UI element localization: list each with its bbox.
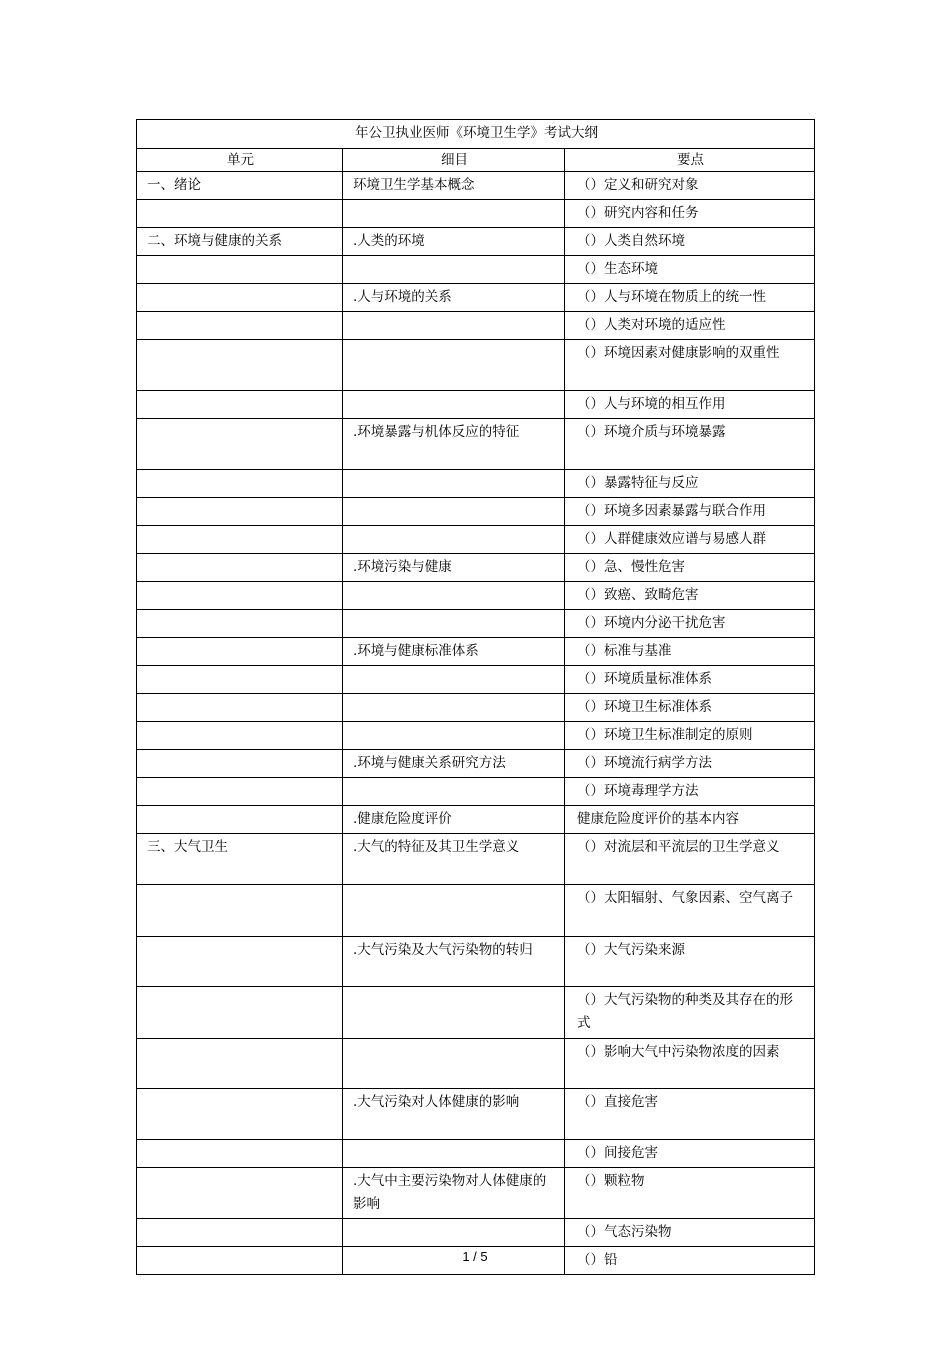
unit-cell [137, 1140, 343, 1168]
point-cell: 健康危险度评价的基本内容 [565, 806, 815, 834]
table-row [137, 1140, 815, 1168]
point-cell: （）环境质量标准体系 [565, 666, 815, 694]
unit-cell [137, 1039, 343, 1089]
item-cell [343, 1219, 565, 1247]
item-cell [343, 391, 565, 419]
table-row [137, 554, 815, 582]
point-cell: （）环境多因素暴露与联合作用 [565, 498, 815, 526]
table-row [137, 419, 815, 470]
item-cell: .人与环境的关系 [343, 284, 565, 312]
unit-cell [137, 885, 343, 937]
table-row [137, 694, 815, 722]
table-row [137, 470, 815, 498]
unit-cell [137, 419, 343, 470]
point-cell: （）人群健康效应谱与易感人群 [565, 526, 815, 554]
point-cell: （）定义和研究对象 [565, 172, 815, 200]
point-cell: （）致癌、致畸危害 [565, 582, 815, 610]
table-row [137, 526, 815, 554]
unit-cell [137, 778, 343, 806]
point-cell: （）环境卫生标准体系 [565, 694, 815, 722]
unit-cell: 三、大气卫生 [137, 834, 343, 885]
table-row [137, 340, 815, 391]
item-cell: .大气污染及大气污染物的转归 [343, 937, 565, 987]
point-cell: （）暴露特征与反应 [565, 470, 815, 498]
table-title-row [137, 120, 815, 149]
table-row [137, 1089, 815, 1140]
unit-cell [137, 987, 343, 1039]
unit-cell [137, 340, 343, 391]
point-cell: （）大气污染物的种类及其存在的形式 [565, 987, 815, 1039]
unit-cell [137, 498, 343, 526]
unit-cell [137, 256, 343, 284]
point-cell: （）标准与基准 [565, 638, 815, 666]
item-cell [343, 200, 565, 228]
point-cell: （）直接危害 [565, 1089, 815, 1140]
point-cell: （）大气污染来源 [565, 937, 815, 987]
point-cell: （）环境卫生标准制定的原则 [565, 722, 815, 750]
item-cell: .环境暴露与机体反应的特征 [343, 419, 565, 470]
item-cell [343, 312, 565, 340]
point-cell: （）太阳辐射、气象因素、空气离子 [565, 885, 815, 937]
item-cell [343, 778, 565, 806]
table-row [137, 256, 815, 284]
unit-cell [137, 582, 343, 610]
table-row [137, 778, 815, 806]
point-cell: （）研究内容和任务 [565, 200, 815, 228]
item-cell [343, 987, 565, 1039]
unit-cell [137, 1089, 343, 1140]
point-cell: （）环境内分泌干扰危害 [565, 610, 815, 638]
item-cell [343, 582, 565, 610]
point-cell: （）环境毒理学方法 [565, 778, 815, 806]
point-cell: （）铅 [565, 1247, 815, 1275]
unit-cell [137, 200, 343, 228]
point-cell: （）急、慢性危害 [565, 554, 815, 582]
item-cell: .环境与健康标准体系 [343, 638, 565, 666]
point-cell: （）环境介质与环境暴露 [565, 419, 815, 470]
table-row [137, 391, 815, 419]
unit-cell [137, 526, 343, 554]
item-cell: .环境污染与健康 [343, 554, 565, 582]
page-number: 1 / 5 [462, 1249, 488, 1264]
table-row [137, 228, 815, 256]
point-cell: （）人类对环境的适应性 [565, 312, 815, 340]
table-row [137, 722, 815, 750]
table-row [137, 1039, 815, 1089]
table-row [137, 1219, 815, 1247]
unit-cell [137, 666, 343, 694]
unit-cell [137, 638, 343, 666]
unit-cell [137, 391, 343, 419]
item-cell [343, 694, 565, 722]
table-row [137, 885, 815, 937]
item-cell: .大气的特征及其卫生学意义 [343, 834, 565, 885]
table-row [137, 172, 815, 200]
table-row [137, 750, 815, 778]
item-cell: .环境与健康关系研究方法 [343, 750, 565, 778]
unit-cell [137, 470, 343, 498]
unit-cell [137, 1219, 343, 1247]
item-cell: .人类的环境 [343, 228, 565, 256]
item-cell [343, 1039, 565, 1089]
unit-cell: 一、绪论 [137, 172, 343, 200]
column-header-point: 要点 [565, 149, 815, 172]
point-cell: （）人与环境的相互作用 [565, 391, 815, 419]
point-cell: （）间接危害 [565, 1140, 815, 1168]
unit-cell [137, 937, 343, 987]
point-cell: （）生态环境 [565, 256, 815, 284]
item-cell [343, 526, 565, 554]
table-row [137, 987, 815, 1039]
point-cell: （）颗粒物 [565, 1168, 815, 1219]
table-row [137, 666, 815, 694]
item-cell [343, 610, 565, 638]
item-cell [343, 885, 565, 937]
item-cell [343, 340, 565, 391]
item-cell [343, 498, 565, 526]
unit-cell [137, 554, 343, 582]
table-row [137, 610, 815, 638]
item-cell [343, 470, 565, 498]
point-cell: （）影响大气中污染物浓度的因素 [565, 1039, 815, 1089]
table-title: 年公卫执业医师《环境卫生学》考试大纲 [137, 120, 815, 149]
point-cell: （）气态污染物 [565, 1219, 815, 1247]
unit-cell: 二、环境与健康的关系 [137, 228, 343, 256]
table-row [137, 200, 815, 228]
item-cell [343, 1140, 565, 1168]
table-row [137, 582, 815, 610]
unit-cell [137, 722, 343, 750]
table-row [137, 312, 815, 340]
table-row [137, 284, 815, 312]
unit-cell [137, 610, 343, 638]
table-row [137, 1168, 815, 1219]
unit-cell [137, 806, 343, 834]
item-cell [343, 256, 565, 284]
point-cell: （）人与环境在物质上的统一性 [565, 284, 815, 312]
unit-cell [137, 694, 343, 722]
item-cell [343, 666, 565, 694]
unit-cell [137, 312, 343, 340]
table-row [137, 498, 815, 526]
item-cell [343, 722, 565, 750]
unit-cell [137, 1168, 343, 1219]
table-row [137, 937, 815, 987]
table-row [137, 834, 815, 885]
point-cell: （）对流层和平流层的卫生学意义 [565, 834, 815, 885]
unit-cell [137, 750, 343, 778]
item-cell: .大气污染对人体健康的影响 [343, 1089, 565, 1140]
unit-cell [137, 284, 343, 312]
point-cell: （）环境流行病学方法 [565, 750, 815, 778]
item-cell: .大气中主要污染物对人体健康的影响 [343, 1168, 565, 1219]
table-header-row [137, 149, 815, 172]
item-cell: 环境卫生学基本概念 [343, 172, 565, 200]
exam-outline-table [136, 119, 815, 1275]
point-cell: （）人类自然环境 [565, 228, 815, 256]
point-cell: （）环境因素对健康影响的双重性 [565, 340, 815, 391]
column-header-unit: 单元 [137, 149, 343, 172]
table-row [137, 638, 815, 666]
column-header-item: 细目 [343, 149, 565, 172]
item-cell: .健康危险度评价 [343, 806, 565, 834]
table-row [137, 806, 815, 834]
